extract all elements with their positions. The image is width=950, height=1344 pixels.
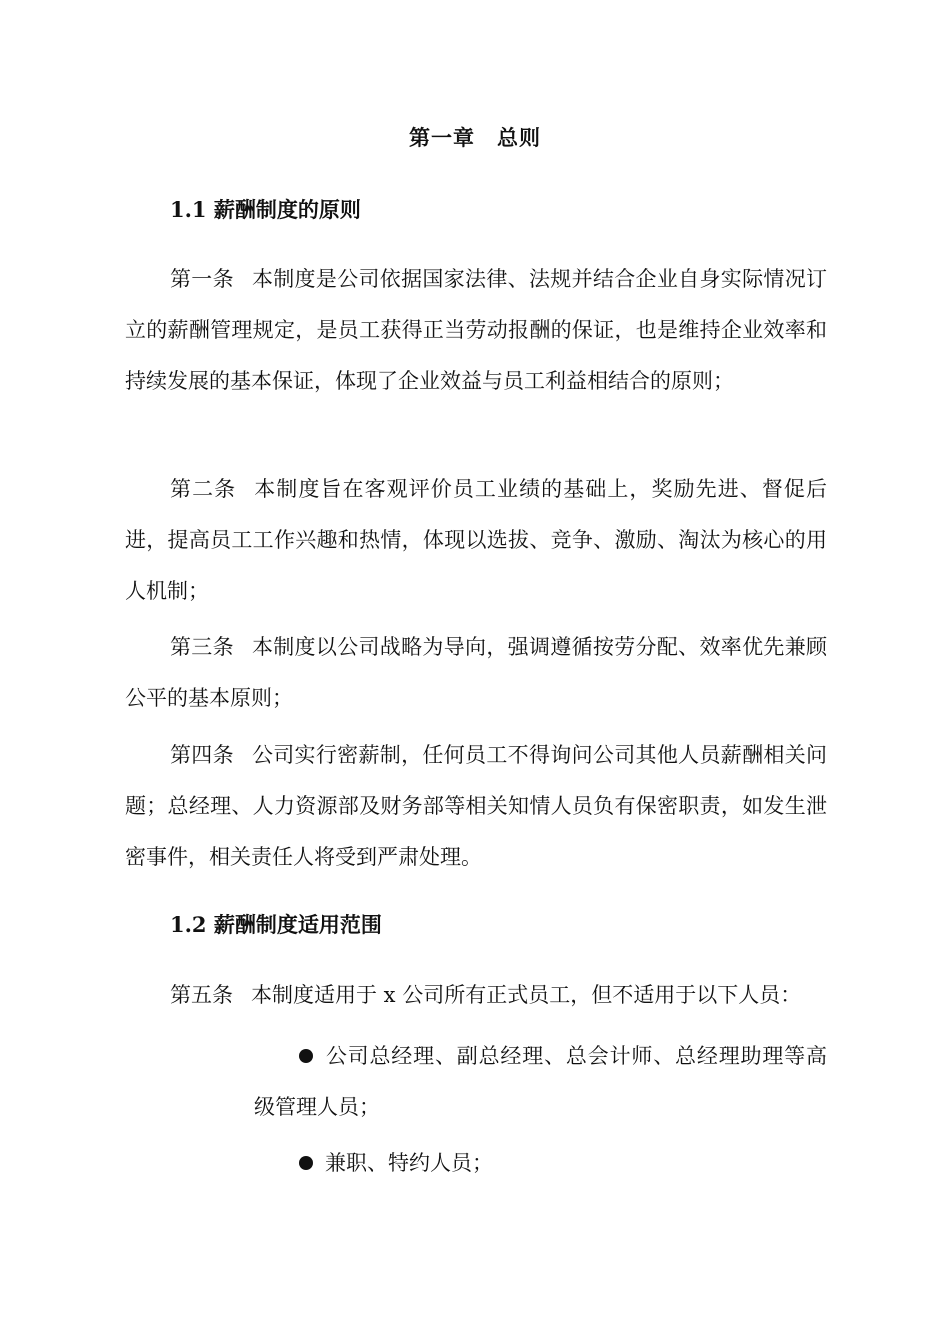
article-paragraph bbox=[125, 464, 827, 617]
bullet-list-item bbox=[254, 1138, 827, 1189]
article-label: 第一条 bbox=[170, 267, 234, 291]
article-paragraph bbox=[125, 730, 827, 883]
article-text: 本制度旨在客观评价员工业绩的基础上，奖励先进、督促后进，提高员工工作兴趣和热情，体现以选拔、竞争、激励、淘汰为核心的用人机制； bbox=[125, 477, 828, 603]
bullet-icon bbox=[299, 1049, 313, 1063]
section-heading-1-2: 1.2 薪酬制度适用范围 bbox=[170, 912, 382, 937]
article-paragraph bbox=[125, 622, 827, 724]
bullet-list-item bbox=[254, 1031, 827, 1133]
article-text: 本制度是公司依据国家法律、法规并结合企业自身实际情况订立的薪酬管理规定，是员工获得正当劳动报酬的保证，也是维持企业效率和持续发展的基本保证，体现了企业效益与员工利益相结合的原则； bbox=[125, 267, 828, 393]
bullet-text: 兼职、特约人员； bbox=[325, 1151, 493, 1175]
article-paragraph bbox=[125, 254, 827, 407]
bullet-text: 公司总经理、副总经理、总会计师、总经理助理等高级管理人员； bbox=[254, 1044, 827, 1119]
article-paragraph bbox=[125, 970, 827, 1021]
article-label: 第三条 bbox=[170, 635, 234, 659]
article-text: 本制度适用于 x 公司所有正式员工，但不适用于以下人员： bbox=[251, 983, 802, 1007]
article-text: 本制度以公司战略为导向，强调遵循按劳分配、效率优先兼顾公平的基本原则； bbox=[125, 635, 828, 710]
article-label: 第二条 bbox=[170, 477, 237, 501]
article-text: 公司实行密薪制，任何员工不得询问公司其他人员薪酬相关问题；总经理、人力资源部及财务部等相关知情人员负有保密职责，如发生泄密事件，相关责任人将受到严肃处理。 bbox=[125, 743, 828, 869]
section-heading-1-1: 1.1 薪酬制度的原则 bbox=[170, 197, 361, 222]
article-label: 第四条 bbox=[170, 743, 234, 767]
chapter-title: 第一章 总则 bbox=[409, 125, 541, 150]
bullet-icon bbox=[299, 1156, 313, 1170]
article-label: 第五条 bbox=[170, 983, 233, 1007]
